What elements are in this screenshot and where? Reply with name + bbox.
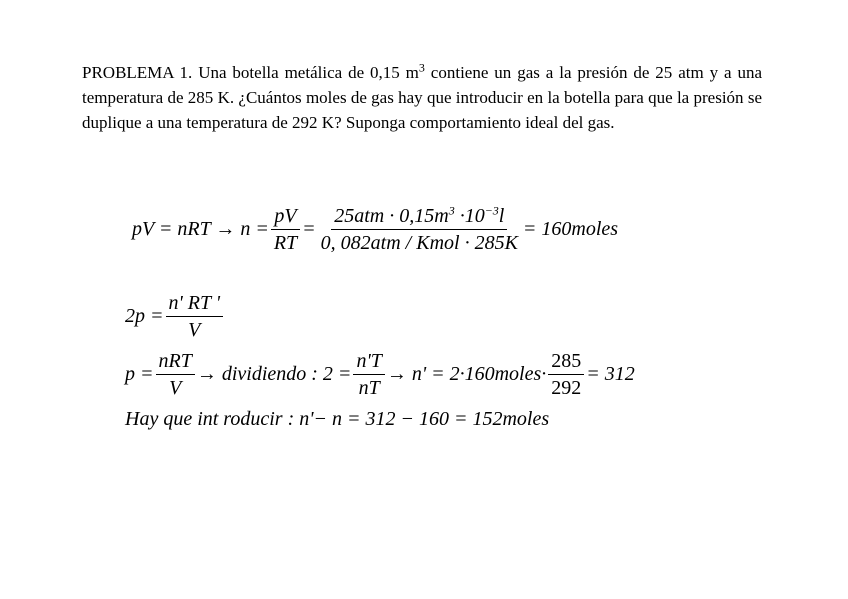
eq3-dividing-text: → dividiendo : 2 = — [196, 363, 352, 385]
equation-ideal-gas — [132, 205, 618, 254]
eq2-lhs: 2p = — [125, 305, 164, 327]
eq1-result: = 160moles — [522, 218, 619, 240]
eq2-denominator: V — [188, 319, 201, 341]
problem-superscript: 3 — [418, 60, 425, 75]
problem-text-rest: contiene un gas a la presión de 25 atm y a una temperatura de 285 K. ¿Cuántos moles de gas hay que introducir en la botella para que la presión se duplique a una temperatura de 292 K? Suponga comportamiento ideal del gas. — [82, 63, 763, 132]
equation-answer — [125, 408, 549, 431]
eq1-f2-numerator: $25atm \cdot 0,15m^3 \cdot 10^{-3}l$ — [331, 205, 507, 230]
eq3-lhs: p = — [125, 363, 154, 385]
eq1-fraction-values — [318, 205, 521, 254]
eq3-fraction-temps: $\frac{285}{292}$ — [548, 350, 584, 399]
eq1-equals: = — [302, 218, 316, 240]
equation-division — [125, 350, 635, 399]
eq1-fraction-pv-rt — [271, 205, 300, 254]
eq3-n-prime: → n' = 2·160moles· — [386, 363, 547, 385]
eq3-fraction-nt: $\frac{n'T}{nT}$ — [353, 350, 384, 399]
eq1-f1-denominator: RT — [273, 232, 298, 254]
equation-double-pressure — [125, 292, 225, 341]
eq1-f2-denominator: 0, 082atm / Kmol · 285K — [320, 232, 518, 254]
eq2-numerator: n' RT ' — [166, 292, 224, 317]
eq3-fraction-nrt-v: $\frac{\text{nRT}}{V}$ — [156, 350, 195, 399]
problem-statement — [82, 60, 762, 135]
eq3-result: = 312 — [586, 363, 635, 385]
eq2-fraction — [166, 292, 224, 341]
eq1-lhs: pV = nRT → n = — [132, 218, 269, 240]
problem-text-lead: PROBLEMA 1. Una botella metálica de 0,15 m — [82, 63, 419, 82]
answer-text: Hay que int roducir : n'− n = 312 − 160 = 152moles — [125, 408, 550, 430]
eq1-f1-numerator: pV — [271, 205, 299, 230]
